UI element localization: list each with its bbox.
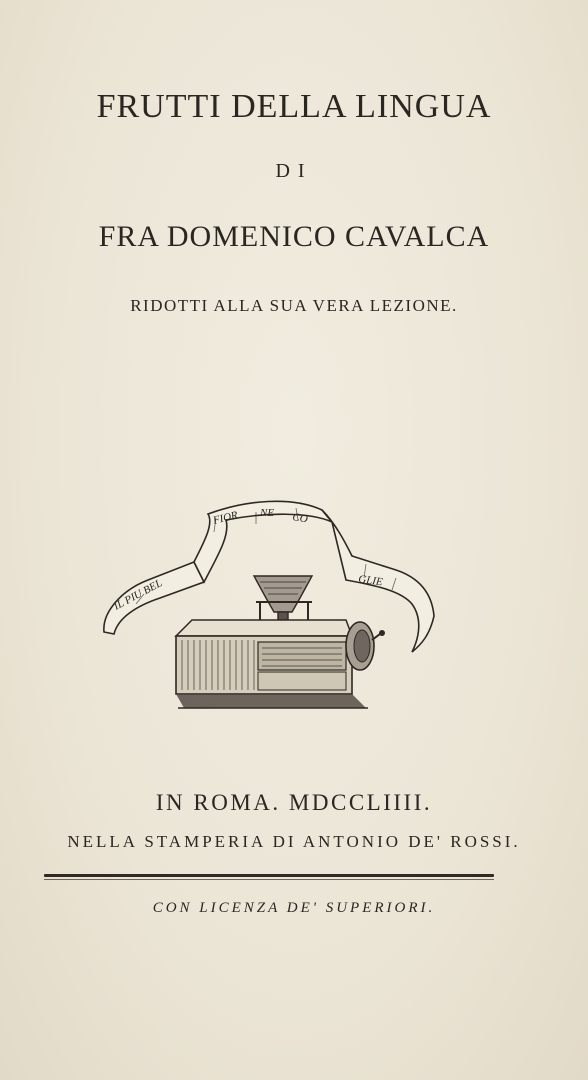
license-line: CON LICENZA DE' SUPERIORI.	[152, 900, 436, 916]
author-name: FRA DOMENICO CAVALCA	[98, 220, 490, 253]
book-title: FRUTTI DELLA LINGUA	[96, 88, 492, 125]
imprint-printer: NELLA STAMPERIA DI ANTONIO DE' ROSSI.	[67, 832, 521, 851]
banner-text-co: CO	[291, 511, 309, 526]
sifting-machine-woodcut-icon	[96, 494, 442, 716]
subtitle: RIDOTTI ALLA SUA VERA LEZIONE.	[130, 296, 458, 315]
banner-text-glie: GLIE	[357, 573, 384, 589]
di-connector: DI	[275, 160, 313, 182]
imprint-rule	[44, 874, 494, 877]
imprint-place-date: IN ROMA. MDCCLIIII.	[155, 790, 433, 815]
banner-text-ne: NE	[260, 507, 275, 519]
banner-text-il-piu-bel: IL PIU BEL	[111, 577, 165, 613]
banner-text-fior: FIOR	[211, 509, 240, 527]
imprint-rule-thin	[44, 879, 494, 880]
